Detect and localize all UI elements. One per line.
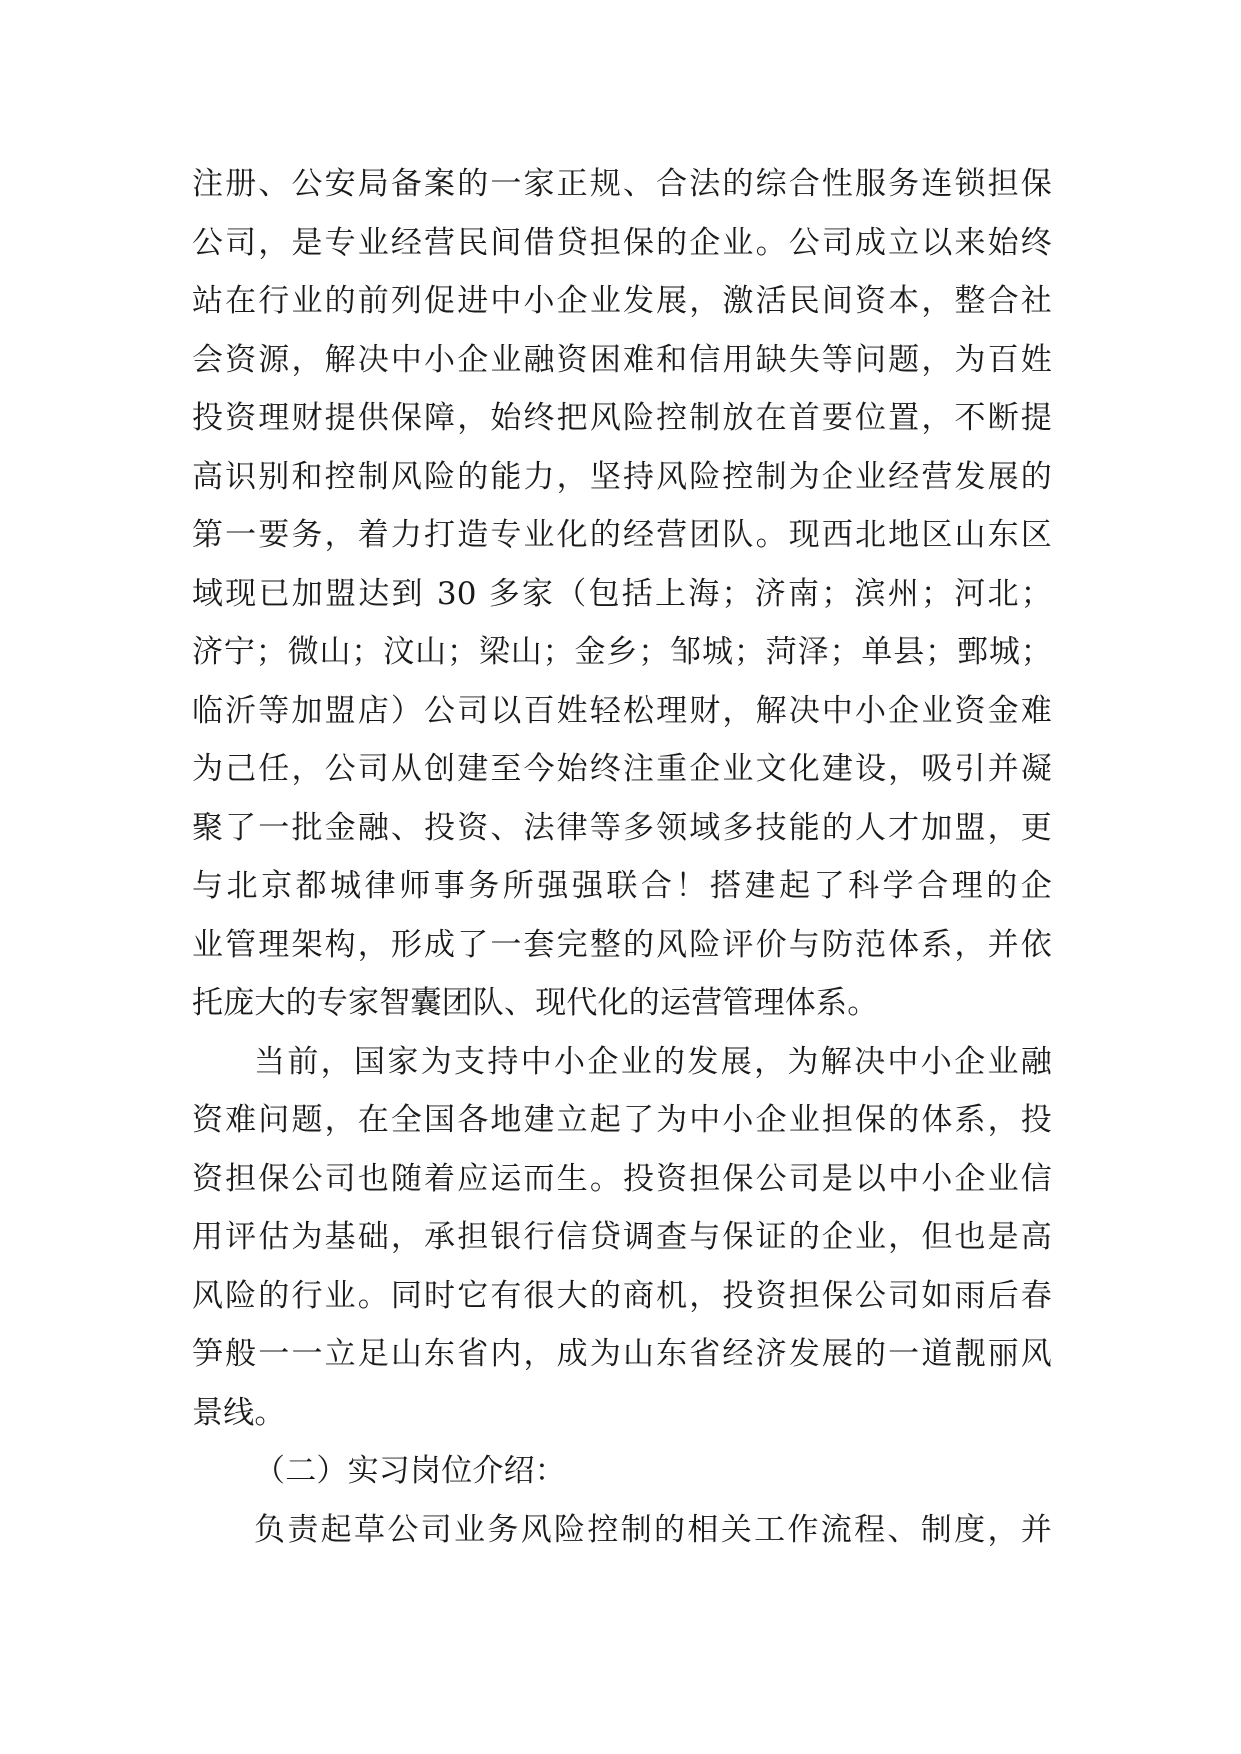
paragraph-line: 托庞大的专家智囊团队、现代化的运营管理体系。	[192, 985, 879, 1021]
paragraph-line: 资担保公司也随着应运而生。投资担保公司是以中小企业信	[192, 1160, 1052, 1197]
document-body	[192, 155, 1052, 1559]
paragraph-line: 与北京都城律师事务所强强联合！搭建起了科学合理的企	[192, 868, 1052, 904]
paragraph-line: 注册、公安局备案的一家正规、合法的综合性服务连锁担保	[192, 166, 1052, 202]
paragraph-line: 第一要务，着力打造专业化的经营团队。现西北地区山东区	[192, 517, 1052, 553]
paragraph-line: 聚了一批金融、投资、法律等多领域多技能的人才加盟，更	[192, 809, 1052, 846]
paragraph-line: 投资理财提供保障，始终把风险控制放在首要位置，不断提	[192, 400, 1052, 436]
paragraph-line: 笋般一一立足山东省内，成为山东省经济发展的一道靓丽风	[192, 1336, 1052, 1372]
paragraph-line: 风险的行业。同时它有很大的商机，投资担保公司如雨后春	[192, 1277, 1052, 1314]
paragraph-line: 当前，国家为支持中小企业的发展，为解决中小企业融	[254, 1043, 1052, 1080]
paragraph-line: 域现已加盟达到 30 多家（包括上海；济南；滨州；河北；	[192, 575, 1052, 612]
paragraph-line: 公司，是专业经营民间借贷担保的企业。公司成立以来始终	[192, 224, 1052, 261]
paragraph-line: 为己任，公司从创建至今始终注重企业文化建设，吸引并凝	[192, 751, 1052, 787]
paragraph-line: 景线。	[192, 1394, 286, 1431]
paragraph-line: 高识别和控制风险的能力，坚持风险控制为企业经营发展的	[192, 458, 1052, 495]
paragraph-line: 济宁；微山；汶山；梁山；金乡；邹城；菏泽；单县；鄄城；	[192, 634, 1052, 670]
paragraph-line: 会资源，解决中小企业融资困难和信用缺失等问题，为百姓	[192, 341, 1052, 378]
section-heading: （二）实习岗位介绍：	[254, 1453, 566, 1489]
paragraph-line: 用评估为基础，承担银行信贷调查与保证的企业，但也是高	[192, 1219, 1052, 1255]
paragraph-line: 负责起草公司业务风险控制的相关工作流程、制度，并	[254, 1511, 1052, 1548]
paragraph-line: 业管理架构，形成了一套完整的风险评价与防范体系，并依	[192, 926, 1052, 963]
paragraph-line: 临沂等加盟店）公司以百姓轻松理财，解决中小企业资金难	[192, 692, 1052, 729]
paragraph-line: 资难问题，在全国各地建立起了为中小企业担保的体系，投	[192, 1102, 1052, 1138]
paragraph-line: 站在行业的前列促进中小企业发展，激活民间资本，整合社	[192, 283, 1052, 319]
